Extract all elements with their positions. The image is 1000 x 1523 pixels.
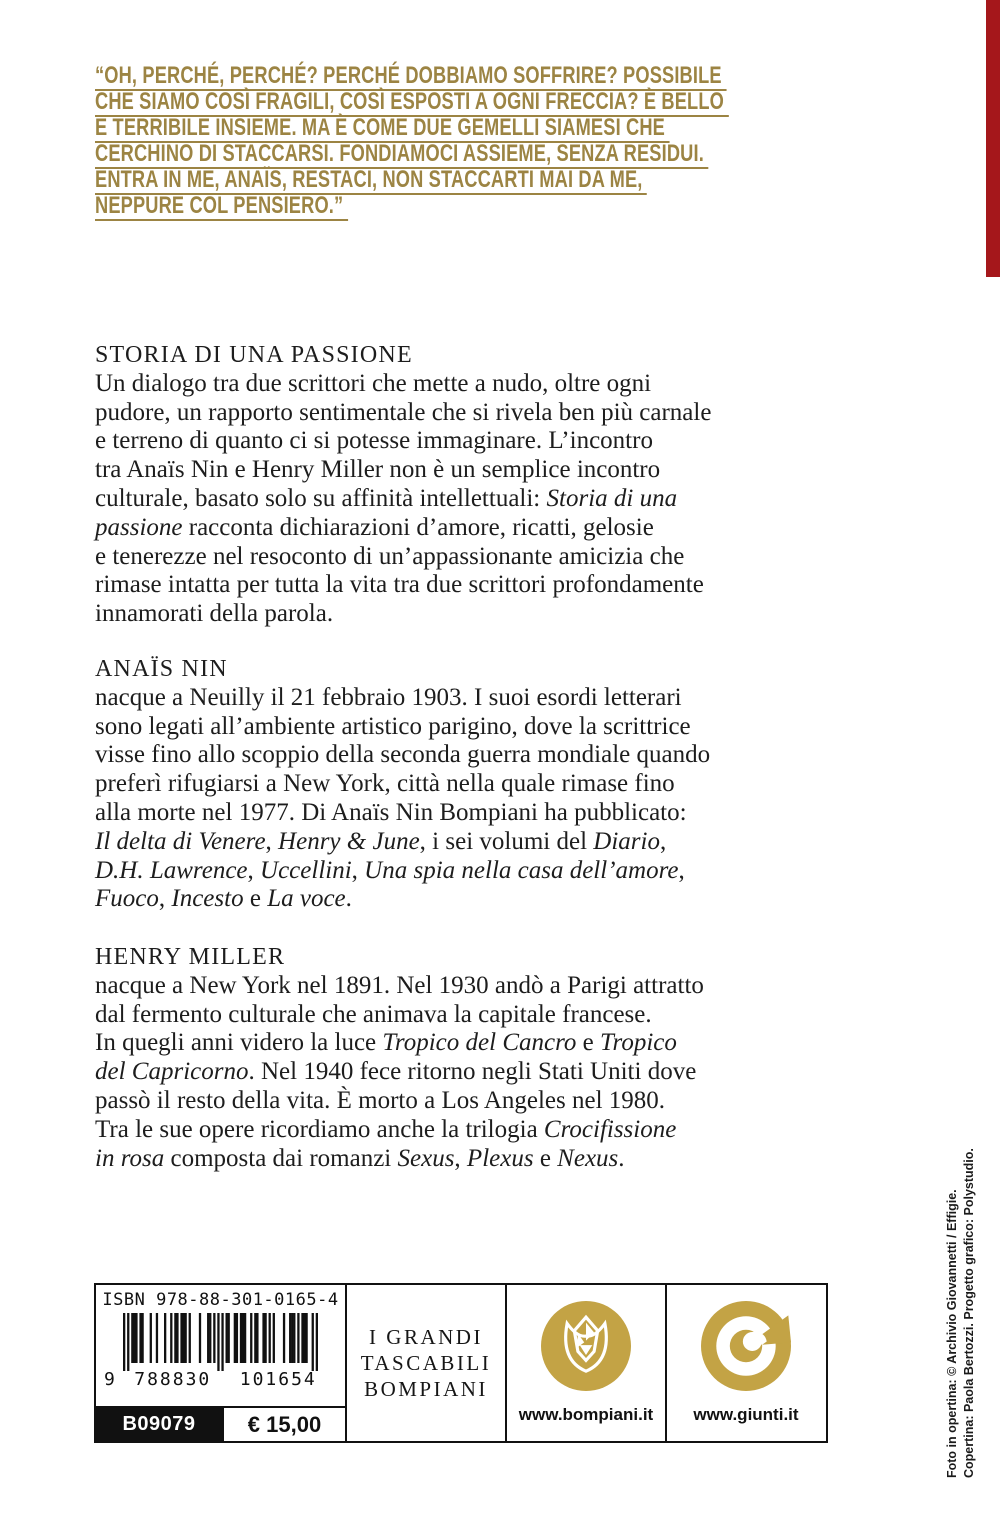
section-text-line: visse fino allo scoppio della seconda guerra mondiale quando xyxy=(95,741,711,769)
section-heading: STORIA DI UNA PASSIONE xyxy=(95,342,413,368)
giunti-swirl-icon xyxy=(701,1301,791,1391)
barcode-group-1: 788830 xyxy=(134,1369,212,1390)
section-text-line: culturale, basato solo su affinità intellettuali: Storia di una xyxy=(95,484,678,512)
quote-line: CHE SIAMO COSÌ FRAGILI, COSÌ ESPOSTI A OGNI FRECCIA? È BELLO xyxy=(95,92,729,117)
section-text-line: alla morte nel 1977. Di Anaïs Nin Bompiani ha pubblicato: xyxy=(95,798,687,826)
section-text-line: sono legati all’ambiente artistico parigino, dove la scrittrice xyxy=(95,712,691,740)
section-text-line: Fuoco, Incesto e La voce. xyxy=(95,885,352,913)
section-text-line: innamorati della parola. xyxy=(95,600,334,628)
credits-vertical-text xyxy=(944,1122,978,1478)
giunti-url: www.giunti.it xyxy=(693,1405,799,1424)
section-text-line: In quegli anni videro la luce Tropico del Cancro e Tropico xyxy=(95,1029,677,1057)
credits-line-1: Foto in opertina: © Archivio Giovannetti / Effigie. xyxy=(945,1189,959,1478)
section-text-line: Tra le sue opere ricordiamo anche la trilogia Crocifissione xyxy=(95,1115,677,1143)
collection-line-3: BOMPIANI xyxy=(364,1377,488,1401)
section-heading: ANAÏS NIN xyxy=(95,656,228,682)
section-text-line: nacque a Neuilly il 21 febbraio 1903. I suoi esordi letterari xyxy=(95,683,682,711)
section-text-line: pudore, un rapporto sentimentale che si rivela ben più carnale xyxy=(95,398,712,426)
barcode-digits xyxy=(96,1369,345,1390)
red-edge-bar xyxy=(986,0,1000,277)
quote-line: “OH, PERCHÉ, PERCHÉ? PERCHÉ DOBBIAMO SOFFRIRE? POSSIBILE xyxy=(95,66,726,91)
section-text-line: dal fermento culturale che animava la capitale francese. xyxy=(95,1000,652,1028)
quote-line: CERCHINO DI STACCARSI. FONDIAMOCI ASSIEME, SENZA RESIDUI. xyxy=(95,144,708,169)
bompiani-cell xyxy=(505,1285,665,1441)
quote-line: NEPPURE COL PENSIERO.” xyxy=(95,196,348,221)
credits-line-2: Copertina: Paola Bertozzi. Progetto grafico: Polystudio. xyxy=(962,1148,976,1478)
barcode-digit-9: 9 xyxy=(104,1369,115,1390)
section-henry-miller xyxy=(95,943,895,1173)
section-text-line: Un dialogo tra due scrittori che mette a nudo, oltre ogni xyxy=(95,369,652,397)
section-storia-di-una-passione xyxy=(95,341,895,629)
isbn-label: ISBN 978-88-301-0165-4 xyxy=(102,1290,339,1310)
collection-line-2: TASCABILI xyxy=(360,1351,492,1375)
code-price-row xyxy=(96,1408,345,1441)
section-text-line: passione racconta dichiarazioni d’amore, ricatti, gelosie xyxy=(95,513,654,541)
collection-cell xyxy=(345,1285,505,1441)
isbn-box xyxy=(96,1285,345,1408)
section-text-line: Il delta di Venere, Henry & June, i sei volumi del Diario, xyxy=(95,827,667,855)
ean-barcode xyxy=(118,1313,324,1371)
section-heading: HENRY MILLER xyxy=(95,944,286,970)
edition-code: B09079 xyxy=(96,1408,222,1441)
footer-strip xyxy=(94,1283,828,1443)
giunti-cell xyxy=(665,1285,825,1441)
section-text-line: rimase intatta per tutta la vita tra due scrittori profondamente xyxy=(95,571,704,599)
section-anais-nin xyxy=(95,655,895,914)
section-text-line: passò il resto della vita. È morto a Los Angeles nel 1980. xyxy=(95,1086,666,1114)
barcode-group-2: 101654 xyxy=(239,1369,317,1390)
price: € 15,00 xyxy=(222,1408,345,1441)
section-text-line: e terreno di quanto ci si potesse immaginare. L’incontro xyxy=(95,427,653,455)
quote-line: E TERRIBILE INSIEME. MA È COME DUE GEMELLI SIAMESI CHE xyxy=(95,118,670,143)
bompiani-url: www.bompiani.it xyxy=(518,1405,654,1424)
section-text-line: del Capricorno. Nel 1940 fece ritorno negli Stati Uniti dove xyxy=(95,1058,697,1086)
section-text-line: D.H. Lawrence, Uccellini, Una spia nella casa dell’amore, xyxy=(95,856,685,884)
section-text-line: nacque a New York nel 1891. Nel 1930 andò a Parigi attratto xyxy=(95,971,704,999)
collection-line-1: I GRANDI xyxy=(369,1325,483,1349)
section-text-line: preferì rifugiarsi a New York, città nella quale rimase fino xyxy=(95,770,675,798)
section-text-line: in rosa composta dai romanzi Sexus, Plexus e Nexus. xyxy=(95,1144,625,1172)
quote-line: ENTRA IN ME, ANAÏS, RESTACI, NON STACCARTI MAI DA ME, xyxy=(95,170,647,195)
bompiani-flower-icon xyxy=(541,1301,631,1391)
cover-quote xyxy=(95,62,756,222)
section-text-line: e tenerezze nel resoconto di un’appassionante amicizia che xyxy=(95,542,685,570)
barcode-cell xyxy=(96,1285,345,1441)
section-text-line: tra Anaïs Nin e Henry Miller non è un semplice incontro xyxy=(95,456,661,484)
